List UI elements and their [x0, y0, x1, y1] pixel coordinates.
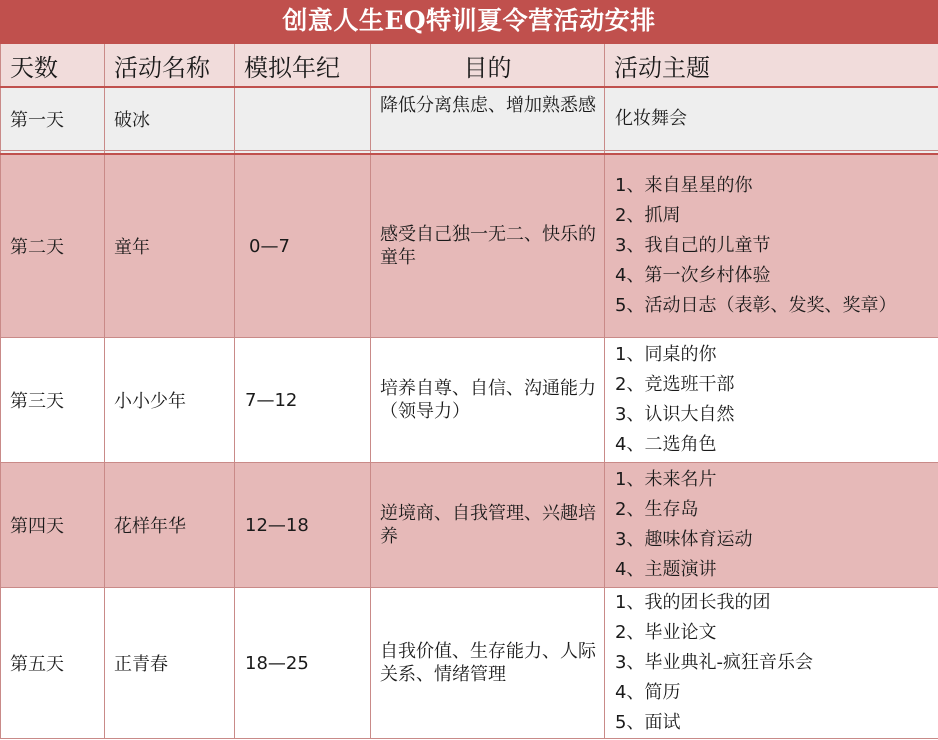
theme-item: 1、未来名片	[615, 469, 717, 490]
themes-cell	[605, 154, 938, 338]
theme-item: 4、主题演讲	[615, 559, 717, 580]
purpose-cell: 自我价值、生存能力、人际关系、情绪管理	[371, 588, 605, 739]
themes-cell	[605, 87, 938, 151]
theme-item: 3、毕业典礼-疯狂音乐会	[615, 652, 813, 673]
themes-cell	[605, 588, 938, 739]
page-title: 创意人生EQ特训夏令营活动安排	[0, 0, 938, 42]
table-row	[1, 338, 938, 463]
purpose-cell: 降低分离焦虑、增加熟悉感	[371, 87, 605, 151]
column-header-day: 天数	[1, 43, 105, 87]
column-header-simulated-age: 模拟年纪	[235, 43, 371, 87]
activity-name-cell: 童年	[105, 154, 235, 338]
theme-item: 2、竞选班干部	[615, 374, 735, 395]
activity-name-cell: 正青春	[105, 588, 235, 739]
theme-item: 2、抓周	[615, 205, 681, 226]
theme-item: 2、生存岛	[615, 499, 699, 520]
theme-item: 1、来自星星的你	[615, 175, 753, 196]
age-cell: 7—12	[235, 338, 371, 463]
theme-item: 3、我自己的儿童节	[615, 235, 771, 256]
day-cell: 第二天	[1, 154, 105, 338]
purpose-cell: 感受自己独一无二、快乐的童年	[371, 154, 605, 338]
activity-name-cell: 花样年华	[105, 463, 235, 588]
purpose-cell: 培养自尊、自信、沟通能力（领导力）	[371, 338, 605, 463]
activity-name-cell: 破冰	[105, 87, 235, 151]
purpose-cell: 逆境商、自我管理、兴趣培养	[371, 463, 605, 588]
table-row	[1, 588, 938, 739]
theme-item: 化妆舞会	[615, 108, 687, 129]
activity-name-cell: 小小少年	[105, 338, 235, 463]
theme-item: 5、活动日志（表彰、发奖、奖章）	[615, 295, 897, 316]
column-header-activity-name: 活动名称	[105, 43, 235, 87]
theme-item: 1、我的团长我的团	[615, 592, 771, 613]
themes-cell	[605, 338, 938, 463]
table-header-row	[1, 43, 938, 87]
age-cell: 12—18	[235, 463, 371, 588]
day-cell: 第一天	[1, 87, 105, 151]
theme-item: 1、同桌的你	[615, 344, 717, 365]
theme-item: 4、第一次乡村体验	[615, 265, 771, 286]
table-row	[1, 154, 938, 338]
theme-item: 3、趣味体育运动	[615, 529, 753, 550]
age-cell: 18—25	[235, 588, 371, 739]
age-cell: 0—7	[235, 154, 371, 338]
day-cell: 第三天	[1, 338, 105, 463]
theme-item: 3、认识大自然	[615, 404, 735, 425]
day-cell: 第四天	[1, 463, 105, 588]
table-row	[1, 87, 938, 151]
theme-item: 4、简历	[615, 682, 681, 703]
themes-cell	[605, 463, 938, 588]
schedule-table	[0, 42, 938, 739]
column-header-purpose: 目的	[371, 43, 605, 87]
theme-item: 4、二选角色	[615, 434, 717, 455]
theme-item: 2、毕业论文	[615, 622, 717, 643]
day-cell: 第五天	[1, 588, 105, 739]
theme-item: 5、面试	[615, 712, 681, 733]
table-row	[1, 463, 938, 588]
age-cell	[235, 87, 371, 151]
column-header-activity-themes: 活动主题	[605, 43, 938, 87]
